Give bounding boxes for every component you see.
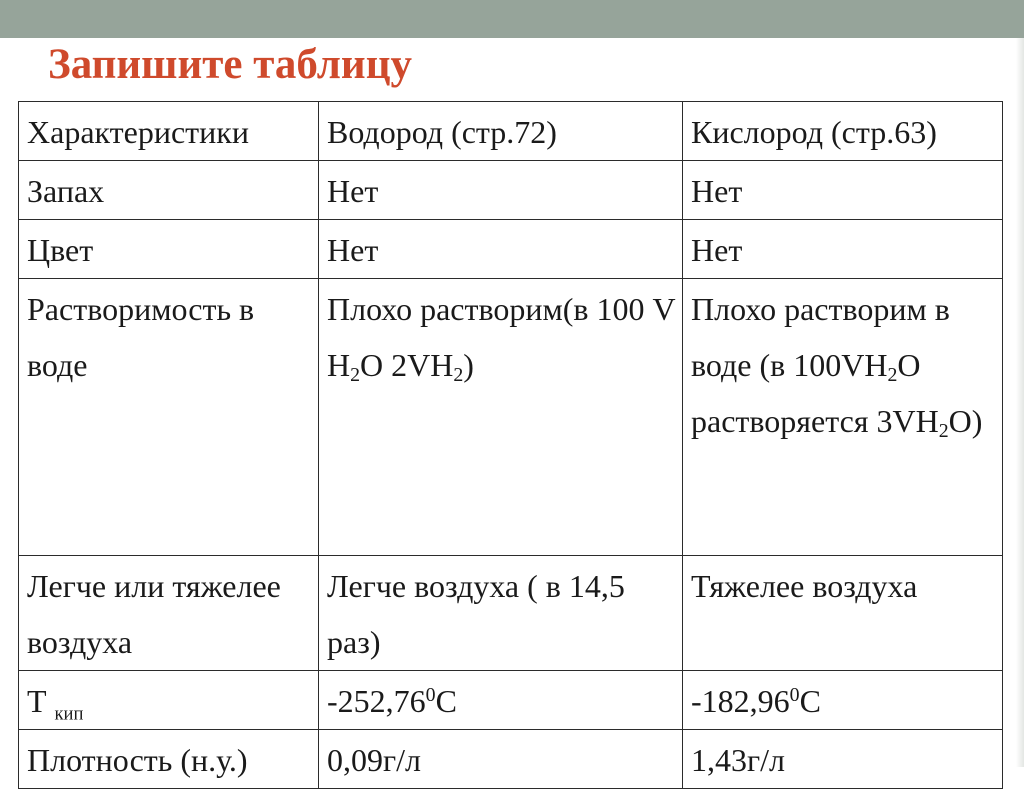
row-label: Растворимость в воде xyxy=(19,279,319,556)
hydrogen-cell xyxy=(319,279,683,556)
subscript: 2 xyxy=(938,419,949,442)
row-label: Плотность (н.у.) xyxy=(19,730,319,789)
text-part: ) xyxy=(463,347,474,383)
header-cell-oxygen: Кислород (стр.63) xyxy=(683,102,1003,161)
slide-header-bar xyxy=(0,0,1024,38)
header-cell-hydrogen: Водород (стр.72) xyxy=(319,102,683,161)
table-row-solubility xyxy=(19,279,1003,556)
superscript: 0 xyxy=(425,684,436,707)
subscript: 2 xyxy=(887,363,898,386)
hydrogen-cell: Нет xyxy=(319,220,683,279)
properties-table xyxy=(18,101,1003,789)
value: -182,96 xyxy=(691,683,790,719)
table-row-density xyxy=(19,730,1003,789)
hydrogen-cell xyxy=(319,671,683,730)
text-part: O) xyxy=(948,403,983,439)
subscript: 2 xyxy=(453,363,464,386)
table-header-row xyxy=(19,102,1003,161)
text-part: O 2VH xyxy=(360,347,454,383)
value: -252,76 xyxy=(327,683,426,719)
oxygen-cell: Нет xyxy=(683,220,1003,279)
hydrogen-cell: Легче воздуха ( в 14,5 раз) xyxy=(319,556,683,671)
row-label: Легче или тяжелее воздуха xyxy=(19,556,319,671)
oxygen-cell: 1,43г/л xyxy=(683,730,1003,789)
oxygen-cell: Нет xyxy=(683,161,1003,220)
header-cell-characteristics: Характеристики xyxy=(19,102,319,161)
table-row-air-comparison xyxy=(19,556,1003,671)
row-label xyxy=(19,671,319,730)
oxygen-cell xyxy=(683,279,1003,556)
unit: С xyxy=(799,683,821,719)
table-row-boiling-point xyxy=(19,671,1003,730)
oxygen-cell xyxy=(683,671,1003,730)
superscript: 0 xyxy=(789,684,800,707)
table-row-color xyxy=(19,220,1003,279)
oxygen-cell: Тяжелее воздуха xyxy=(683,556,1003,671)
unit: С xyxy=(435,683,457,719)
row-label: Цвет xyxy=(19,220,319,279)
hydrogen-cell: Нет xyxy=(319,161,683,220)
text-part: Плохо растворим в воде (в 100VH xyxy=(691,291,950,383)
text-part: O растворяется 3VH xyxy=(691,347,939,439)
slide-right-edge xyxy=(1016,38,1024,767)
table-row-smell xyxy=(19,161,1003,220)
row-label: Запах xyxy=(19,161,319,220)
text-part: Плохо растворим(в 100 V H xyxy=(327,291,676,383)
subscript: 2 xyxy=(350,363,361,386)
label-subscript: кип xyxy=(54,703,84,725)
hydrogen-cell: 0,09г/л xyxy=(319,730,683,789)
slide-title: Запишите таблицу xyxy=(48,41,412,88)
label-main: Т xyxy=(27,683,47,719)
